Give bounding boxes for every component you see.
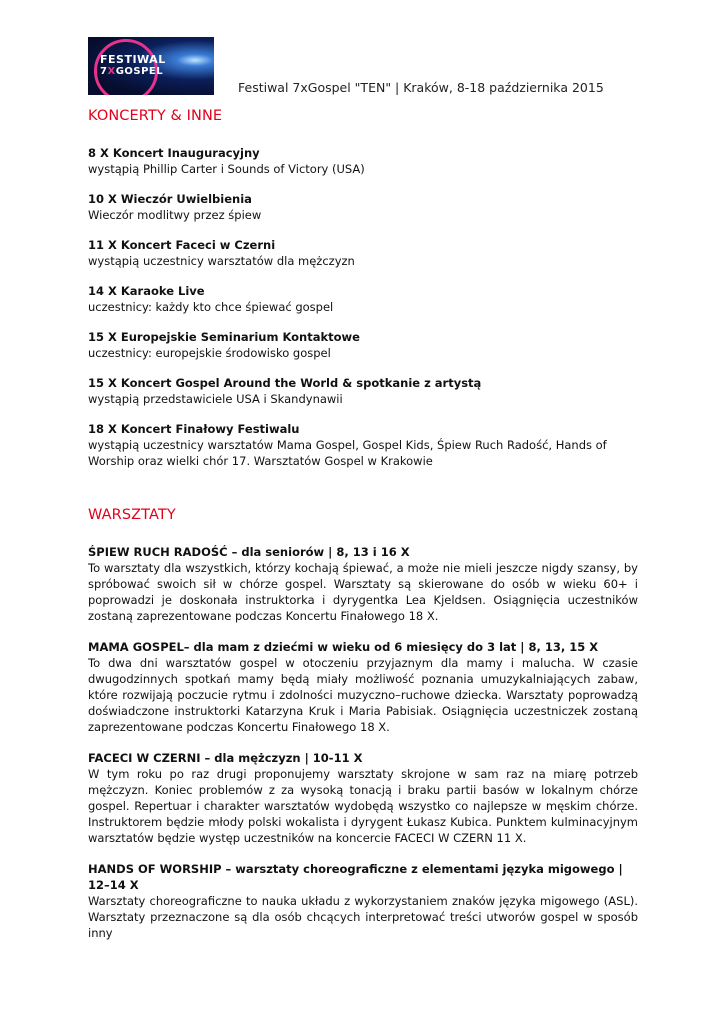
- workshop-item: [88, 639, 638, 735]
- concert-item: [88, 421, 638, 469]
- concert-item: [88, 329, 638, 361]
- concert-title: 10 X Wieczór Uwielbienia: [88, 192, 252, 206]
- logo-line-1: FESTIWAL: [100, 53, 166, 66]
- concert-desc: uczestnicy: europejskie środowisko gospel: [88, 346, 331, 360]
- workshop-item: [88, 544, 638, 624]
- workshop-desc: To warsztaty dla wszystkich, którzy kochają śpiewać, a może nie mieli jeszcze nigdy szansy, by spróbować swoich sił w chórze gospel. Warsztaty są skierowane do osób w wieku 60+ i poprowadzi je doskonała instruktorka i dyrygentka Lea Kjeldsen. Osiągnięcia uczestników zostaną zaprezentowane podczas Koncertu Finałowego 18 X.: [88, 561, 638, 623]
- page-header: Festiwal 7xGospel "TEN" | Kraków, 8-18 października 2015: [238, 80, 604, 95]
- document-body: [88, 108, 638, 956]
- concert-desc: wystąpią Phillip Carter i Sounds of Victory (USA): [88, 162, 365, 176]
- workshop-item: [88, 861, 638, 941]
- concert-title: 15 X Koncert Gospel Around the World & spotkanie z artystą: [88, 376, 482, 390]
- workshop-desc: To dwa dni warsztatów gospel w otoczeniu przyjaznym dla mamy i malucha. W czasie dwugodzinnych spotkań mamy będą miały możliwość poznania umuzykalniających zabaw, które rozwijają poczucie rytmu i zdolności muzyczno–ruchowe dziecka. Warsztaty poprowadzą doświadczone instruktorki Katarzyna Kruk i Maria Pabisiak. Osiągnięcia uczestniczek zostaną zaprezentowane podczas Koncertu Finałowego 18 X.: [88, 656, 638, 734]
- logo-line-2: 7XGOSPEL: [100, 66, 164, 77]
- concert-desc: Wieczór modlitwy przez śpiew: [88, 208, 262, 222]
- workshop-title: HANDS OF WORSHIP – warsztaty choreograficzne z elementami języka migowego | 12–14 X: [88, 862, 623, 892]
- concert-item: [88, 145, 638, 177]
- concerts-heading: KONCERTY & INNE: [88, 108, 223, 124]
- workshop-title: FACECI W CZERNI – dla mężczyzn | 10-11 X: [88, 751, 363, 765]
- concert-title: 8 X Koncert Inauguracyjny: [88, 146, 260, 160]
- concert-item: [88, 191, 638, 223]
- concert-item: [88, 375, 638, 407]
- concert-title: 11 X Koncert Faceci w Czerni: [88, 238, 276, 252]
- workshop-title: ŚPIEW RUCH RADOŚĆ – dla seniorów | 8, 13 i 16 X: [88, 545, 410, 559]
- concert-title: 18 X Koncert Finałowy Festiwalu: [88, 422, 300, 436]
- concert-desc: wystąpią uczestnicy warsztatów Mama Gospel, Gospel Kids, Śpiew Ruch Radość, Hands of Worship oraz wielki chór 17. Warsztatów Gospel w Krakowie: [88, 438, 607, 468]
- concert-title: 14 X Karaoke Live: [88, 284, 205, 298]
- workshop-desc: W tym roku po raz drugi proponujemy warsztaty skrojone w sam raz na miarę potrzeb mężczyzn. Koniec problemów z za wysoką tonacją i braku partii basów w lokalnym chórze gospel. Repertuar i charakter warsztatów wydobędą wszystko co najlepsze w męskim chórze. Instruktorem będzie młody polski wokalista i dyrygent Łukasz Kubica. Punktem kulminacyjnym warsztatów będzie występ uczestników na koncercie FACECI W CZERN 11 X.: [88, 767, 638, 845]
- workshop-title: MAMA GOSPEL– dla mam z dziećmi w wieku od 6 miesięcy do 3 lat | 8, 13, 15 X: [88, 640, 599, 654]
- concert-item: [88, 237, 638, 269]
- concert-desc: uczestnicy: każdy kto chce śpiewać gospel: [88, 300, 334, 314]
- workshops-heading: WARSZTATY: [88, 507, 176, 523]
- concert-title: 15 X Europejskie Seminarium Kontaktowe: [88, 330, 360, 344]
- workshop-item: [88, 750, 638, 846]
- concert-desc: wystąpią uczestnicy warsztatów dla mężczyzn: [88, 254, 355, 268]
- concert-desc: wystąpią przedstawiciele USA i Skandynawii: [88, 392, 343, 406]
- festival-logo: [88, 37, 214, 95]
- concert-item: [88, 283, 638, 315]
- workshop-desc: Warsztaty choreograficzne to nauka układu z wykorzystaniem znaków języka migowego (ASL). Warsztaty przeznaczone są dla osób chcących interpretować treści utworów gospel w sposób inny: [88, 894, 638, 940]
